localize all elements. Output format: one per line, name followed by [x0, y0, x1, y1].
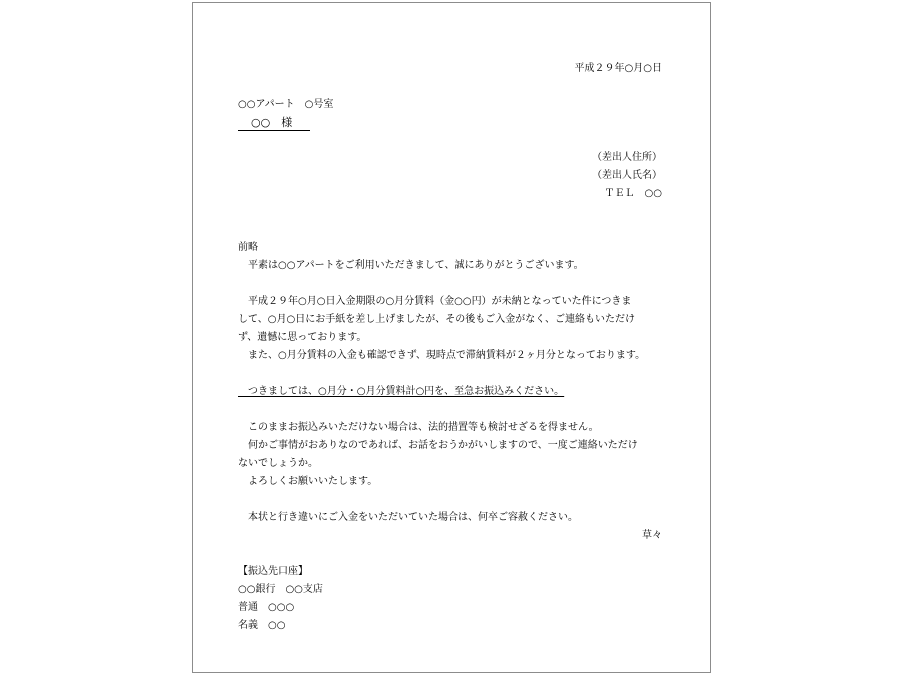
body-line-7: このままお振込みいただけない場合は、法的措置等も検討せざるを得ません。 [238, 422, 599, 433]
body-line-9: ないでしょうか。 [238, 458, 318, 469]
bank-branch: ○○銀行 ○○支店 [238, 584, 323, 595]
letter-opening: 前略 [238, 242, 258, 253]
payment-request-line: つきましては、○月分・○月分賃料計○円を、至急お振込みください。 [238, 386, 565, 397]
letter-date: 平成２９年○月○日 [574, 63, 662, 74]
letter-page [192, 2, 711, 673]
recipient-name: ○○ 様 [251, 116, 293, 129]
body-line-11: 本状と行き違いにご入金をいただいていた場合は、何卒ご容赦ください。 [238, 512, 578, 523]
bank-account: 普通 ○○○ [238, 602, 295, 613]
sender-name: （差出人氏名） [592, 170, 662, 181]
body-line-5: また、○月分賃料の入金も確認できず、現時点で滞納賃料が２ヶ月分となっております。 [238, 350, 646, 361]
bank-heading: 【振込先口座】 [238, 566, 308, 577]
recipient-address: ○○アパート ○号室 [238, 99, 334, 110]
body-line-2: 平成２９年○月○日入金期限の○月分賃料（金○○円）が未納となっていた件につきま [238, 296, 632, 307]
body-line-8: 何かご事情がおありなのであれば、お話をおうかがいしますので、一度ご連絡いただけ [238, 440, 638, 451]
sender-tel: ＴＥＬ ○○ [604, 188, 662, 199]
recipient-underline [238, 130, 310, 131]
letter-closing: 草々 [642, 530, 662, 541]
body-line-1: 平素は○○アパートをご利用いただきまして、誠にありがとうございます。 [238, 260, 584, 271]
body-line-4: ず、遺憾に思っております。 [238, 332, 367, 343]
bank-holder: 名義 ○○ [238, 620, 286, 631]
body-line-10: よろしくお願いいたします。 [238, 476, 378, 487]
sender-address: （差出人住所） [592, 152, 662, 163]
body-line-3: して、○月○日にお手紙を差し上げましたが、その後もご入金がなく、ご連絡もいただけ [238, 314, 636, 325]
